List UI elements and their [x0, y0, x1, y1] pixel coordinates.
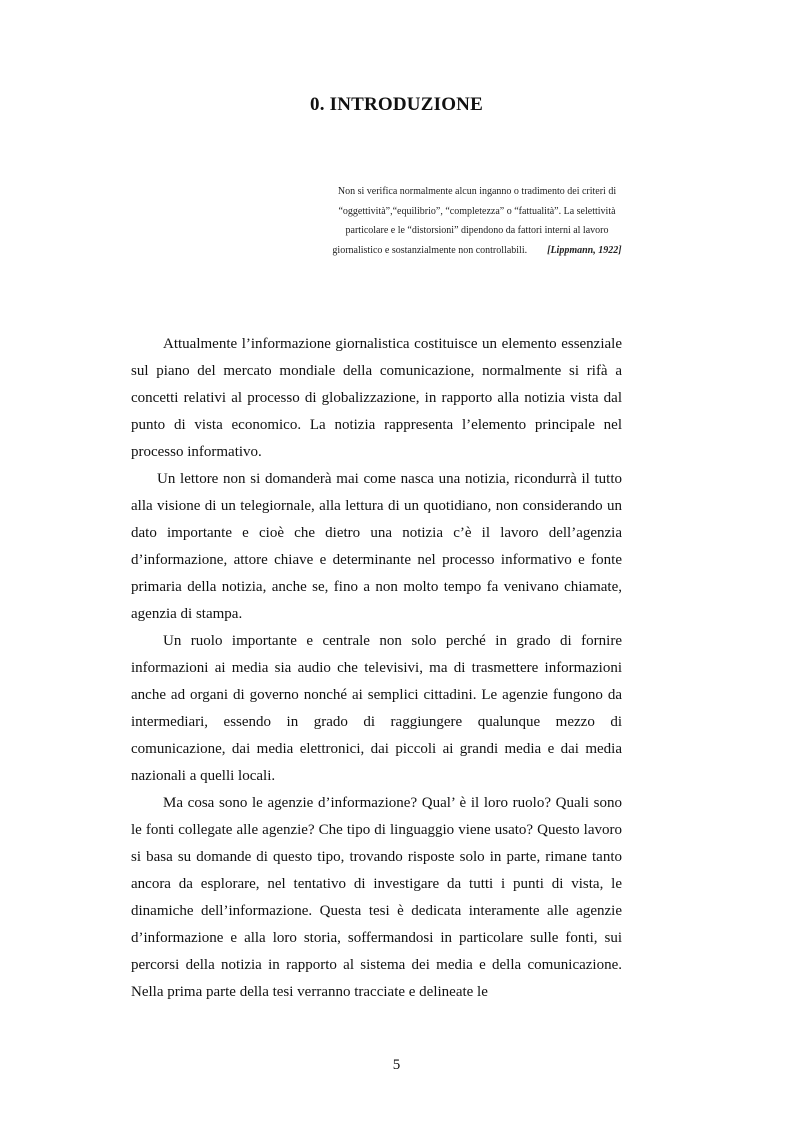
paragraph: Ma cosa sono le agenzie d’informazione? Qual’ è il loro ruolo? Quali sono le fonti collegate alle agenzie? Che tipo di linguaggio viene usato? Questo lavoro si basa su domande di questo tipo, trovando risposte solo in parte, rimane tanto ancora da esplorare, nel tentativo di investigare da tutti i punti di vista, le dinamiche dell’informazione. Questa tesi è dedicata interamente alle agenzie d’informazione e alla loro storia, soffermandosi in particolare sulle fonti, sui percorsi della notizia in rapporto al sistema dei media e della comunicazione. Nella prima parte della tesi verranno tracciate e delineate le [131, 795, 622, 1000]
paragraph: Un lettore non si domanderà mai come nasca una notizia, ricondurrà il tutto alla visione di un telegiornale, alla lettura di un quotidiano, non considerando un dato importante e cioè che dietro una notizia c’è il lavoro dell’agenzia d’informazione, attore chiave e determinante nel processo informativo e fonte primaria della notizia, anche se, fino a non molto tempo fa venivano chiamate, agenzia di stampa. [131, 471, 622, 622]
page-number: 5 [392, 1057, 401, 1073]
page-title: 0. INTRODUZIONE [310, 94, 483, 115]
epigraph-quote [328, 182, 626, 260]
epigraph-text: Non si verifica normalmente alcun inganno o tradimento dei criteri di “oggettività”,“equilibrio”, “completezza” o “fattualità”. La selettività particolare e le “distorsioni” dipendono da fattori interni al lavoro giornalistico e sostanzialmente non controllabili. [332, 186, 617, 256]
epigraph-citation: [Lippmann, 1922] [547, 244, 622, 256]
body-text [131, 331, 622, 1006]
paragraph: Attualmente l’informazione giornalistica costituisce un elemento essenziale sul piano del mercato mondiale della comunicazione, normalmente si rifà a concetti relativi al processo di globalizzazione, in rapporto alla notizia vista dal punto di vista economico. La notizia rappresenta l’elemento principale nel processo informativo. [131, 336, 622, 460]
paragraph: Un ruolo importante e centrale non solo perché in grado di fornire informazioni ai media sia audio che televisivi, ma di trasmettere informazioni anche ad organi di governo nonché ai semplici cittadini. Le agenzie fungono da intermediari, essendo in grado di raggiungere qualunque mezzo di comunicazione, dai media elettronici, dai piccoli ai grandi media e dai media nazionali a quelli locali. [131, 633, 622, 784]
